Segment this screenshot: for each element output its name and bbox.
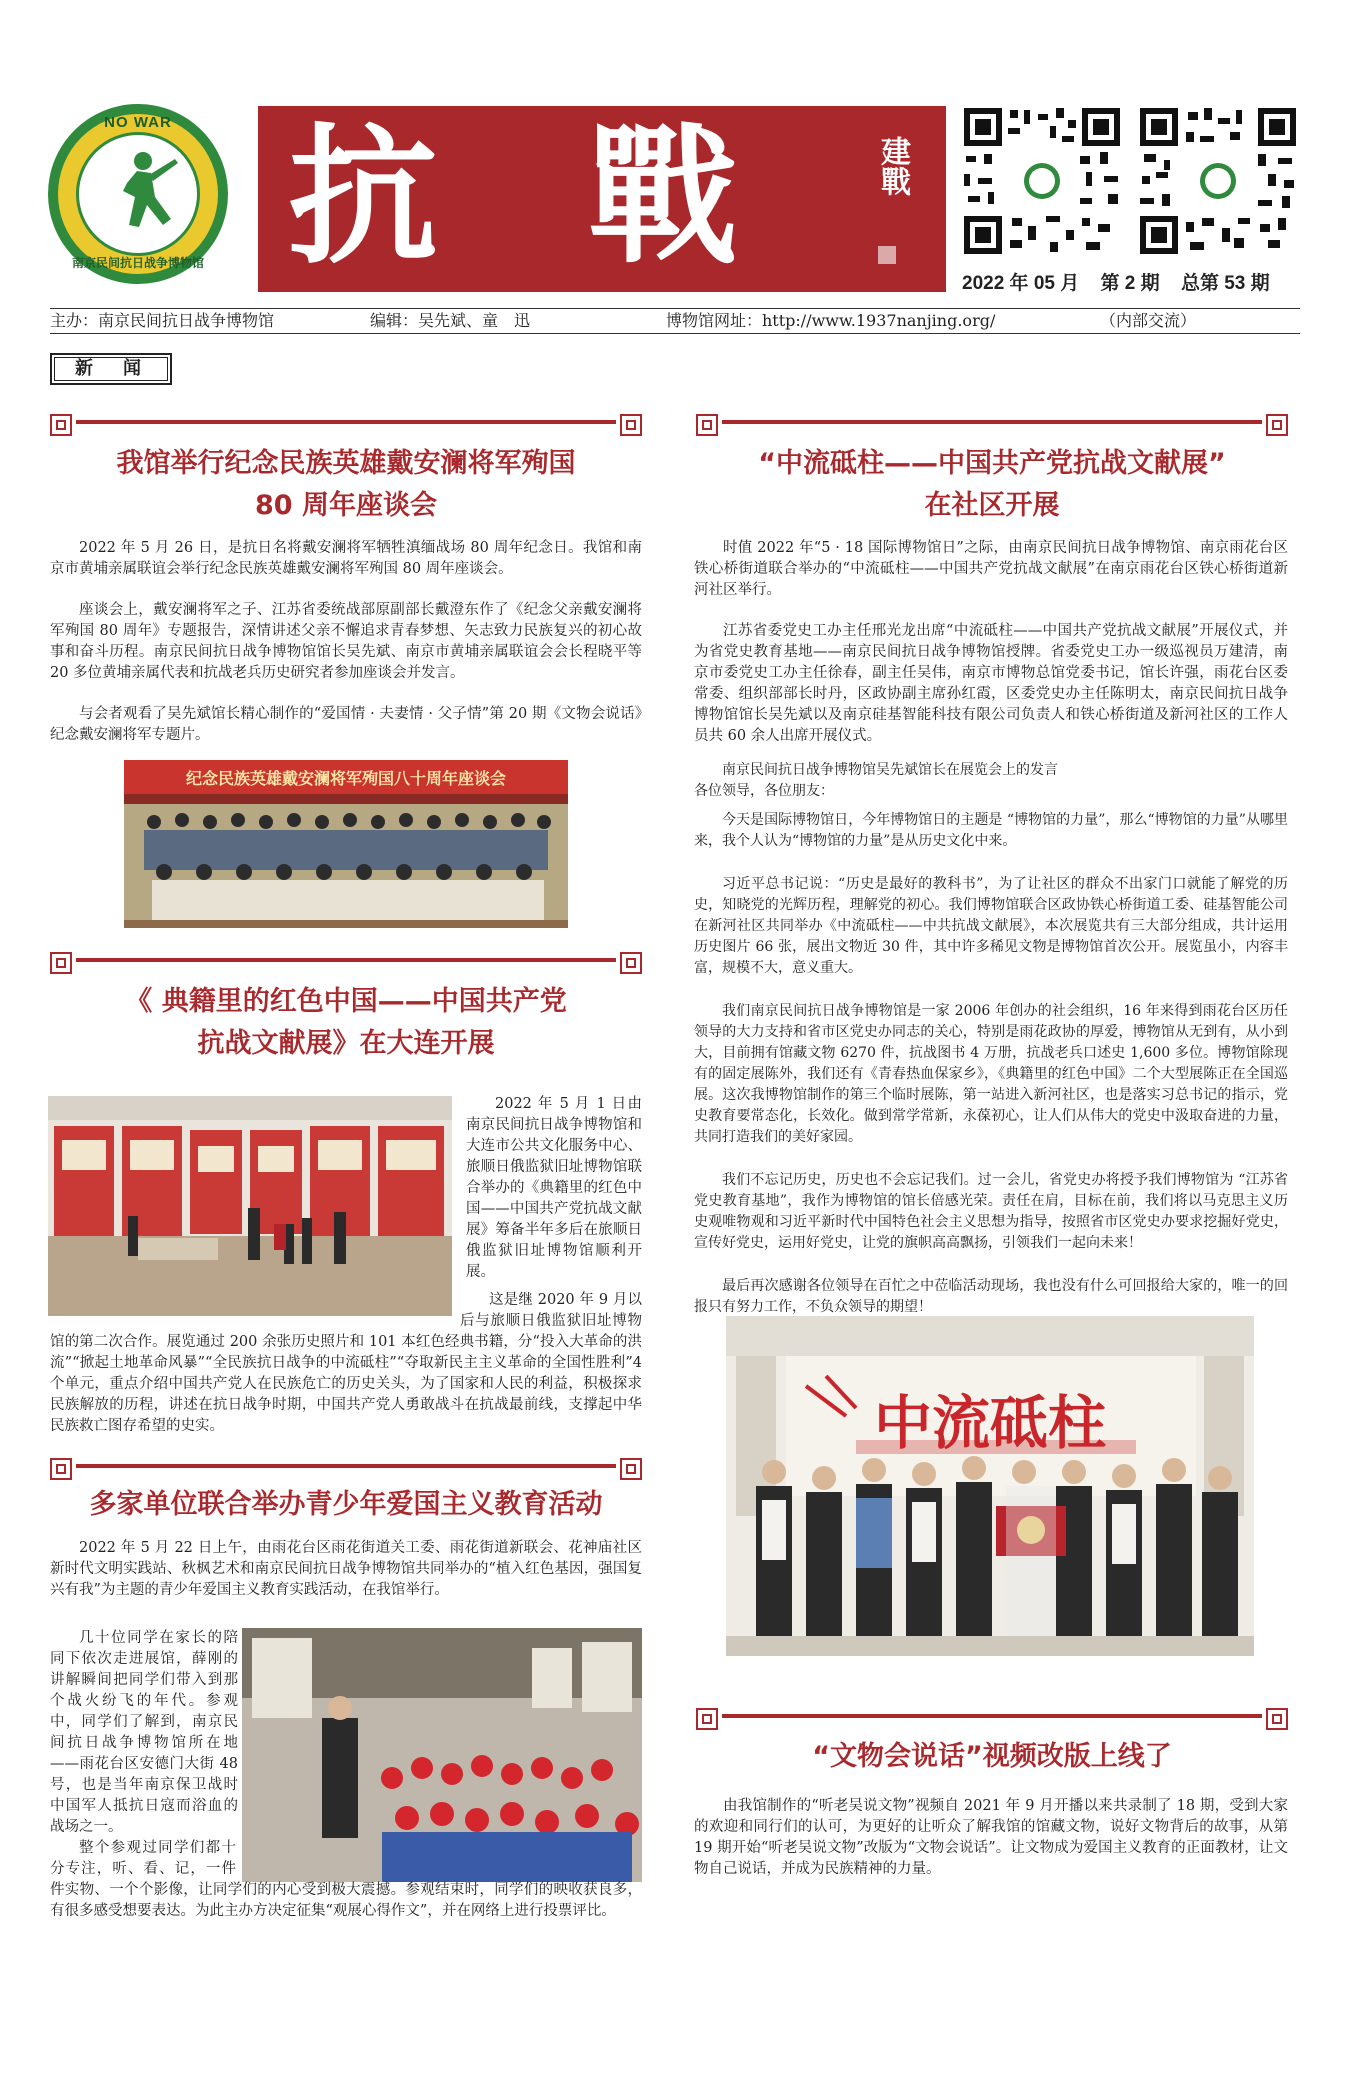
logo-text: NO WAR (104, 114, 172, 131)
article5-body (694, 1796, 1288, 1900)
article2-title-line2: 抗战文献展》在大连开展 (197, 1028, 495, 1059)
logo-inner (76, 132, 200, 256)
article1-title-line1: 我馆举行纪念民族英雄戴安澜将军殉国 (116, 448, 576, 479)
article4-title-line2: 在社区开展 (924, 490, 1060, 521)
banner-title-char-1: 抗 (288, 109, 439, 285)
seal-icon (878, 246, 896, 264)
article4-paragraph: 江苏省委党史工办主任邢光龙出席“中流砥柱——中国共产党抗战文献展”开展仪式，并为省党史教育基地——南京民间抗日战争博物馆授牌。省委党史工办一级巡视员万建清，南京市委党史工办主任徐春，副主任吴伟，南京市博物总馆党委书记，馆长许强，雨花台区委常委、组织部部长时丹，区政协副主席孙红霞，区委党史办主任陈明太，南京民间抗日战争博物馆馆长吴先斌以及南京硅基智能科技有限公司负责人和铁心桥街道及新河社区的工作人员共 60 余人出席开展仪式。 (694, 623, 1288, 744)
issue-info (962, 268, 1286, 295)
article3-body-2 (50, 1838, 642, 1942)
soldier-icon (79, 135, 197, 253)
speech-paragraph: 我们南京民间抗日战争博物馆是一家 2006 年创办的社会组织，16 年来得到雨花台区历任领导的大力支持和省市区党史办同志的关心，特别是雨花政协的厚爱，博物馆从无到有，从小到大，目前拥有馆藏文物 6270 件，抗战图书 4 万册，抗战老兵口述史 1,600 多位。博物馆除现有的固定展陈外，我们还有《青春热血保家乡》，《典籍里的红色中国》二个大型展陈正在全国巡展。这次我博物馆制作的第三个临时展陈，第一站进入新河社区，也是落实习总书记的指示，党史教育要常态化，长效化。做到常学常新，永葆初心，让人们从伟大的党史中汲取奋进的力量，共同打造我们的美好家园。 (694, 1003, 1288, 1145)
qr-code-icon[interactable] (962, 106, 1122, 256)
heading-rule (696, 1708, 1288, 1730)
article4-photo (726, 1316, 1254, 1656)
article1-paragraph: 2022 年 5 月 26 日，是抗日名将戴安澜将军牺牲滇缅战场 80 周年纪念日。我馆和南京市黄埔亲属联谊会举行纪念民族英雄戴安澜将军殉国 80 周年座谈会。 (50, 540, 642, 577)
article2-photo (48, 1096, 452, 1316)
article1-paragraph: 与会者观看了吴先斌馆长精心制作的“爱国情 · 夫妻情 · 父子情”第 20 期《文物会说话》纪念戴安澜将军专题片。 (50, 706, 642, 743)
article1-paragraph: 座谈会上，戴安澜将军之子、江苏省委统战部原副部长戴澄东作了《纪念父亲戴安澜将军殉国 80 周年》专题报告，深情讲述父亲不懈追求青春梦想、矢志致力民族复兴的初心故事和奋斗历程。南京民间抗日战争博物馆馆长吴先斌、南京市黄埔亲属联谊会会长程晓平等 20 多位黄埔亲属代表和抗战老兵历史研究者参加座谈会并发言。 (50, 602, 642, 681)
speech-paragraph: 最后再次感谢各位领导在百忙之中莅临活动现场，我也没有什么可回报给大家的，唯一的回报只有努力工作，不负众领导的期望！ (694, 1278, 1288, 1315)
speech-greeting: 各位领导，各位朋友： (694, 783, 834, 799)
credits-host: 主办：南京民间抗日战争博物馆 (50, 311, 275, 330)
museum-logo (48, 104, 228, 284)
logo-ring-text: 南京民间抗日战争博物馆 (71, 256, 204, 270)
article3-paragraph: 几十位同学在家长的陪同下依次走进展馆，薛刚的讲解瞬间把同学们带入到那个战火纷飞的年代。参观中，同学们了解到，南京民间抗日战争博物馆所在地——雨花台区安德门大街 48 号，也是当年南京保卫战时中国军人抵抗日寇而浴血的战场之一。 (50, 1630, 238, 1835)
credits-bar (50, 308, 1300, 334)
article2-title (50, 981, 642, 1065)
section-label: 新 闻 (50, 353, 172, 385)
article3-side-text (50, 1628, 238, 1858)
issue-date: 2022 年 05 月 (962, 273, 1080, 294)
issue-number: 第 2 期 (1100, 273, 1160, 294)
article1-title (50, 443, 642, 527)
article4-paragraph: 时值 2022 年“5 · 18 国际博物馆日”之际，由南京民间抗日战争博物馆、南京雨花台区铁心桥街道联合举办的“中流砥柱——中国共产党抗战文献展”在南京雨花台区铁心桥街道新河社区举行。 (694, 540, 1288, 598)
article2-paragraph: 这是继 2020 年 9 月以后与旅顺日俄监狱旧址博物馆的第二次合作。展览通过 200 余张历史照片和 101 本红色经典书籍，分“投入大革命的洪流”“掀起土地革命风暴”“全民族抗日战争的中流砥柱”“夺取新民主主义革命的全国性胜利”4 个单元，重点介绍中国共产党人在民族危亡的历史关头，为了国家和人民的利益，积极探求民族解放的历程，讲述在抗日战争时期，中国共产党人勇敢战斗在抗战最前线，支撑起中华民族救亡图存希望的史实。 (50, 1292, 642, 1434)
speech-paragraph: 我们不忘记历史，历史也不会忘记我们。过一会儿，省党史办将授予我们博物馆为 “江苏省党史教育基地”，我作为博物馆的馆长倍感光荣。责任在肩，目标在前，我们将以马克思主义历史观唯物观和习近平新时代中国特色社会主义思想为指导，按照省市区党史办要求挖掘好党史，宣传好党史，运用好党史，让党的旗帜高高飘扬，引领我们一起向未来！ (694, 1172, 1288, 1251)
speech-intro: 南京民间抗日战争博物馆吴先斌馆长在展览会上的发言 (722, 762, 1058, 778)
article4-title (696, 443, 1288, 527)
heading-rule (696, 414, 1288, 436)
article4-photo-banner: 中流砥柱 (873, 1389, 1106, 1457)
article3-body (50, 1538, 642, 1621)
article5-paragraph: 由我馆制作的“听老吴说文物”视频自 2021 年 9 月开播以来共录制了 18 期，受到大家的欢迎和同行们的认可，为更好的让听众了解我馆的馆藏文物，说好文物背后的故事，从第 19 期开始“听老吴说文物”改版为“文物会说话”。让文物成为爱国主义教育的正面教材，让文物自己说话，并成为民族精神的力量。 (694, 1798, 1288, 1877)
article1-photo-banner: 纪念民族英雄戴安澜将军殉国八十周年座谈会 (185, 769, 506, 788)
credits-note: （内部交流） (1100, 311, 1197, 330)
credits-editors: 编辑：吴先斌、童 迅 (370, 311, 531, 330)
speech-paragraph: 今天是国际博物馆日，今年博物馆日的主题是 “博物馆的力量”，那么“博物馆的力量”从哪里来，我个人认为“博物馆的力量”是从历史文化中来。 (694, 812, 1288, 849)
article1-body (50, 538, 642, 766)
speech-paragraph: 习近平总书记说：“历史是最好的教科书”，为了让社区的群众不出家门口就能了解党的历史，知晓党的光辉历程，理解党的初心。我们博物馆联合区政协铁心桥街道工委、硅基智能公司在新河社区共同举办《中流砥柱——中共抗战文献展》，本次展览共有三大部分组成，共计运用历史图片 66 张，展出文物近 30 件，其中许多稀见文物是博物馆首次公开。展览虽小，内容丰富，规模不大，意义重大。 (694, 876, 1288, 976)
article4-body (694, 538, 1288, 767)
article1-title-line2: 80 周年座谈会 (255, 490, 437, 521)
article1-photo (124, 760, 568, 928)
article3-paragraph: 整个参观过同学们都十分专注，听、看、记，一件件实物、一个个影像，让同学们的内心受到极大震撼。参观结束时，同学们的映收获良多，有很多感受想要表达。为此主办方决定征集“观展心得作文”，并在网络上进行投票评比。 (50, 1840, 642, 1919)
article3-title: 多家单位联合举办青少年爱国主义教育活动 (89, 1489, 603, 1520)
article2-paragraph: 2022 年 5 月 1 日由南京民间抗日战争博物馆和大连市公共文化服务中心、旅顺日俄监狱旧址博物馆联合举办的《典籍里的红色中国——中国共产党抗战文献展》筹备半年多后在旅顺日俄监狱旧址博物馆顺利开展。 (466, 1096, 642, 1280)
article2-side-text (466, 1094, 642, 1303)
article4-title-line1: “中流砥柱——中国共产党抗战文献展” (758, 448, 1226, 479)
qr-code-icon[interactable] (1138, 106, 1298, 256)
article3-paragraph: 2022 年 5 月 22 日上午，由雨花台区雨花街道关工委、雨花街道新联会、花神庙社区新时代文明实践站、秋枫艺术和南京民间抗日战争博物馆共同举办的“植入红色基因，强国复兴有我”为主题的青少年爱国主义教育实践活动，在我馆举行。 (50, 1540, 642, 1598)
heading-rule (50, 952, 642, 974)
banner-title-char-2: 戰 (588, 109, 739, 285)
heading-rule (50, 414, 642, 436)
heading-rule (50, 1458, 642, 1480)
article2-body-2 (50, 1290, 642, 1457)
issue-total: 总第 53 期 (1180, 273, 1270, 294)
credits-website[interactable]: 博物馆网址：http://www.1937nanjing.org/ (666, 311, 996, 330)
article4-speech (694, 760, 1288, 1340)
article2-title-line1: 《 典籍里的红色中国——中国共产党 (125, 986, 567, 1017)
article5-title: “文物会说话”视频改版上线了 (812, 1741, 1172, 1772)
banner-signature: 建戰 (875, 136, 910, 196)
masthead-banner (258, 106, 946, 292)
